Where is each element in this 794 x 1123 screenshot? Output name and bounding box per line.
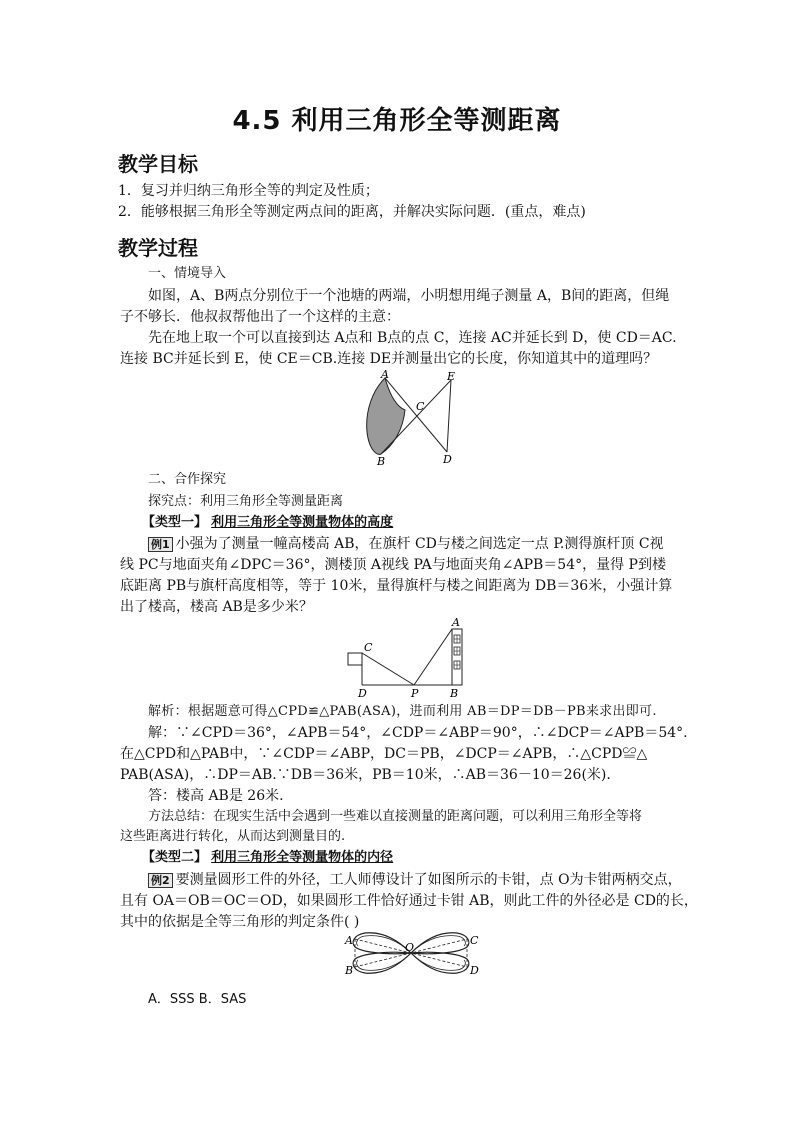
method-summary: 方法总结：在现实生活中会遇到一些难以直接测量的距离问题，可以利用三角形全等将 (148, 809, 643, 824)
caliper-figure (343, 925, 479, 985)
example1-question: 出了楼高，楼高 AB是多少米？ (120, 599, 313, 615)
example1-question: 底距离 PB与旗杆高度相等，等于 10米，量得旗杆与楼之间距离为 DB＝36米，小强计算 (120, 578, 673, 594)
label-B: B (450, 687, 459, 699)
objectives-heading: 教学目标 (118, 152, 198, 176)
example1-analysis: 解析：根据题意可得△CPD≌△PAB(ASA)，进而利用 AB＝DP＝DB－PB来求出即可. (148, 704, 657, 719)
type2-heading (142, 848, 393, 868)
example1-solution: 在△CPD和△PAB中，∵∠CDP＝∠ABP，DC＝PB，∠DCP＝∠APB，∴△CPD≌△ (120, 746, 648, 762)
intro-paragraph: 子不够长．他叔叔帮他出了一个这样的主意： (120, 309, 400, 325)
label-A: A (452, 616, 460, 629)
method-summary: 这些距离进行转化，从而达到测量目的. (120, 829, 346, 844)
example2-question: 例2 要测量圆形工件的外径，工人师傅设计了如图所示的卡钳，点 O为卡钳两柄交点， (148, 870, 682, 890)
intro-paragraph: 如图，A、B两点分别位于一个池塘的两端，小明想用绳子测量 A，B间的距离，但绳 (148, 288, 670, 304)
label-D: D (443, 453, 452, 466)
example1-solution: 解：∵∠CPD＝36°，∠APB＝54°，∠CDP＝∠ABP＝90°，∴∠DCP＝∠APB＝54°. (148, 725, 688, 741)
example1-answer: 答：楼高 AB是 26米. (148, 788, 284, 804)
label-B: B (345, 964, 354, 977)
example1-question: 例1 小强为了测量一幢高楼高 AB，在旗杆 CD与楼之间选定一点 P.测得旗杆顶 C视 (148, 534, 664, 554)
label-O: O (405, 941, 415, 954)
example2-tag: 例2 (148, 873, 173, 888)
label-C: C (364, 641, 373, 654)
label-D: D (470, 964, 479, 977)
example1-tag: 例1 (148, 537, 173, 552)
objective-item: 1．复习并归纳三角形全等的判定及性质； (118, 183, 379, 199)
page-title: 4.5 利用三角形全等测距离 (232, 106, 562, 136)
label-A: A (381, 370, 389, 381)
label-C: C (470, 934, 479, 947)
example2-question: 其中的依据是全等三角形的判定条件( ) (120, 914, 360, 930)
type1-bracket: 【类型一】 (142, 515, 208, 530)
type2-bracket: 【类型二】 (142, 850, 208, 865)
label-E: E (447, 370, 456, 383)
label-C: C (416, 400, 425, 413)
example2-question: 且有 OA＝OB＝OC＝OD，如果圆形工件恰好通过卡钳 AB，则此工件的外径必是 CD的长， (120, 893, 698, 909)
intro-paragraph: 先在地上取一个可以直接到达 A点和 B点的点 C，连接 AC并延长到 D，使 CD＝AC. (148, 330, 677, 346)
intro-heading: 一、情境导入 (148, 266, 227, 281)
intro-paragraph: 连接 BC并延长到 E，使 CE＝CB.连接 DE并测量出它的长度，你知道其中的道理吗？ (120, 351, 658, 367)
objective-item: 2．能够根据三角形全等测定两点间的距离，并解决实际问题．(重点，难点) (118, 204, 586, 220)
label-D: D (358, 687, 367, 699)
explore-point: 探究点：利用三角形全等测量距离 (148, 494, 344, 509)
type1-heading (142, 513, 393, 533)
example2-options: A．SSS B．SAS (148, 992, 247, 1007)
example1-question: 线 PC与地面夹角∠DPC＝36°，测楼顶 A视线 PA与地面夹角∠APB＝54°，量得 P到楼 (120, 557, 666, 573)
label-P: P (411, 687, 419, 699)
label-A: A (345, 934, 353, 947)
pond-figure (355, 370, 475, 466)
type2-title: 利用三角形全等测量物体的内径 (211, 850, 394, 865)
building-figure (340, 615, 480, 699)
type1-title: 利用三角形全等测量物体的高度 (211, 515, 394, 530)
explore-heading: 二、合作探究 (148, 472, 227, 487)
label-B: B (377, 455, 386, 466)
example1-solution: PAB(ASA)，∴DP＝AB.∵DB＝36米，PB＝10米，∴AB＝36－10＝26(米). (120, 767, 611, 783)
process-heading: 教学过程 (118, 236, 198, 260)
